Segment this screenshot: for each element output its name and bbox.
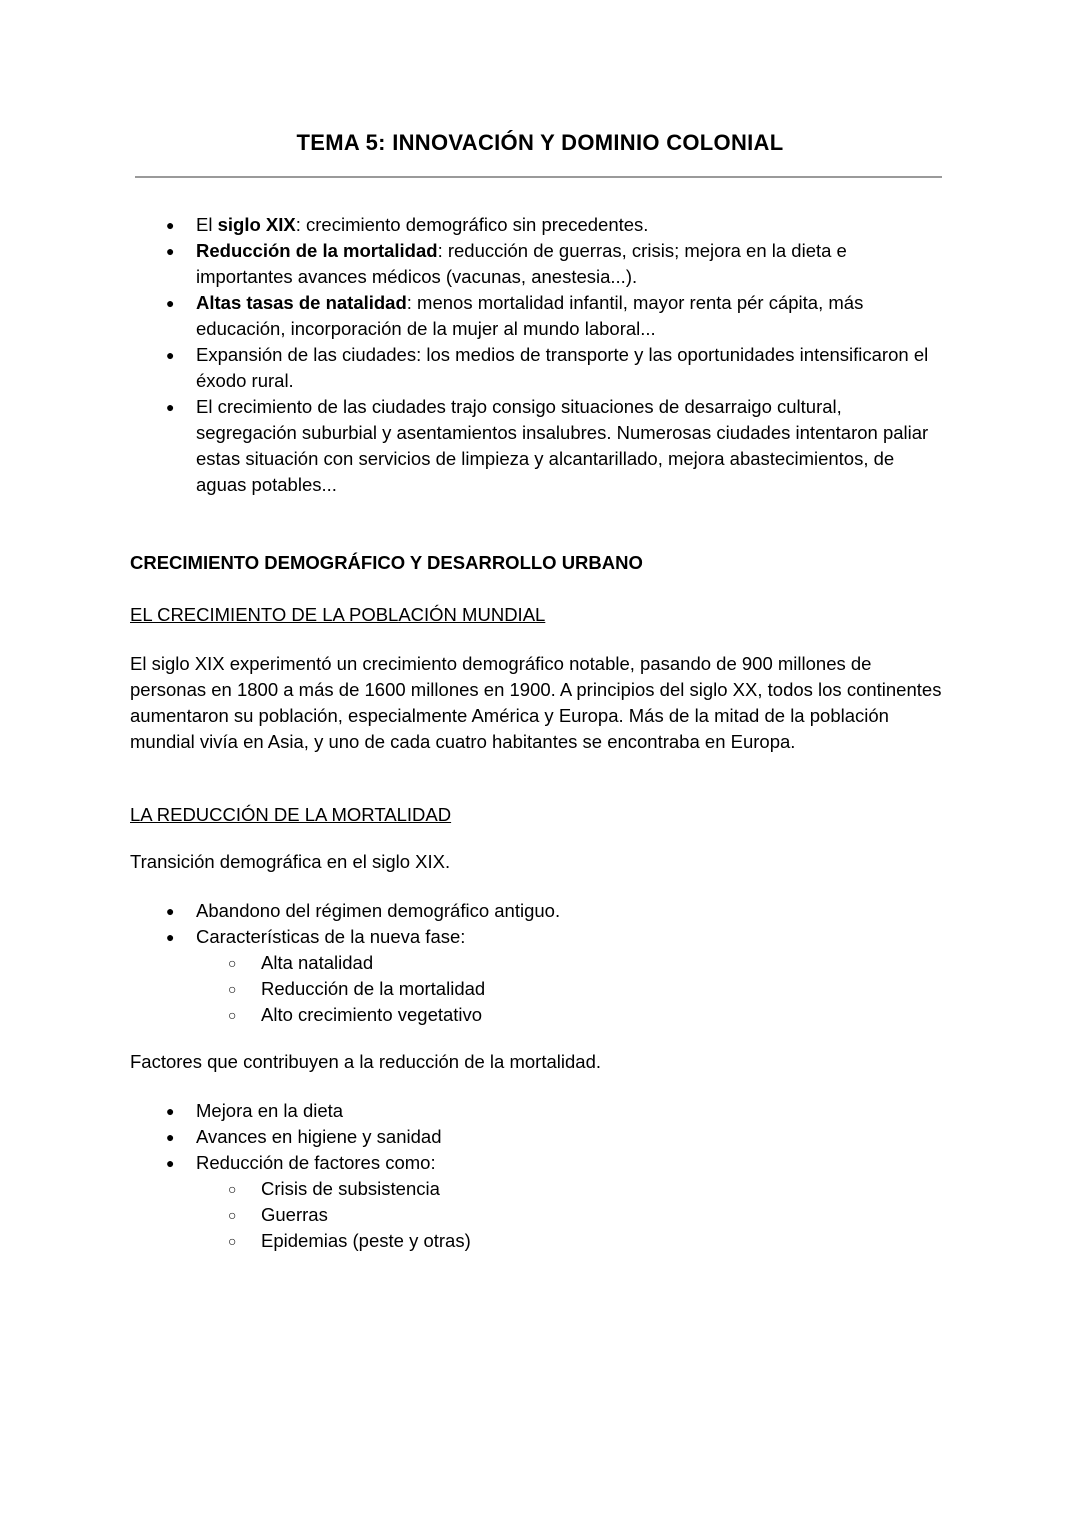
bullet-icon: ● — [166, 903, 175, 919]
item-text: Guerras — [261, 1204, 328, 1225]
transition-intro: Transición demográfica en el siglo XIX. — [130, 851, 451, 872]
sub-list-item — [130, 1176, 930, 1202]
item-text: Reducción de la mortalidad — [261, 978, 486, 999]
circle-bullet-icon: ○ — [228, 1233, 237, 1249]
item-text: Alto crecimiento vegetativo — [261, 1004, 483, 1025]
list-item — [130, 924, 930, 950]
list-item — [130, 394, 930, 498]
bullet-icon: ● — [166, 1155, 175, 1171]
factors-list — [130, 1098, 930, 1254]
item-bold: Altas tasas de natalidad — [196, 292, 407, 313]
transition-list — [130, 898, 930, 1028]
item-text: : crecimiento demográfico sin precedentes. — [295, 214, 649, 235]
sub-list-item — [130, 1228, 930, 1254]
intro-bullet-list — [130, 212, 930, 498]
list-item — [130, 1124, 930, 1150]
item-bold: Reducción de la mortalidad — [196, 240, 438, 261]
item-text: Alta natalidad — [261, 952, 374, 973]
circle-bullet-icon: ○ — [228, 955, 237, 971]
item-bold: siglo XIX — [217, 214, 296, 235]
subsection-heading-population: EL CRECIMIENTO DE LA POBLACIÓN MUNDIAL — [130, 604, 546, 625]
sub-list-item — [130, 1002, 930, 1028]
bullet-icon: ● — [166, 929, 175, 945]
list-item — [130, 238, 930, 290]
item-text: Epidemias (peste y otras) — [261, 1230, 471, 1251]
circle-bullet-icon: ○ — [228, 1207, 237, 1223]
item-text: El crecimiento de las ciudades trajo consigo situaciones de desarraigo cultural, segregación suburbial y asentamientos insalubres. Numerosas ciudades intentaron paliar estas situación con servicios de limpieza y alcantarillado, mejora abastecimientos, de aguas potables... — [196, 396, 929, 495]
item-text: El — [196, 214, 218, 235]
sub-list-item — [130, 950, 930, 976]
list-item — [130, 290, 930, 342]
section-heading: CRECIMIENTO DEMOGRÁFICO Y DESARROLLO URBANO — [130, 552, 643, 573]
circle-bullet-icon: ○ — [228, 1007, 237, 1023]
list-item — [130, 342, 930, 394]
circle-bullet-icon: ○ — [228, 1181, 237, 1197]
item-text: Expansión de las ciudades: los medios de transporte y las oportunidades intensificaron el éxodo rural. — [196, 344, 929, 391]
list-item — [130, 212, 930, 238]
bullet-icon: ● — [166, 295, 175, 311]
bullet-icon: ● — [166, 1129, 175, 1145]
item-text: Reducción de factores como: — [196, 1152, 436, 1173]
list-item — [130, 898, 930, 924]
sub-list-item — [130, 976, 930, 1002]
sub-list-item — [130, 1202, 930, 1228]
subsection-heading-mortality: LA REDUCCIÓN DE LA MORTALIDAD — [130, 804, 452, 825]
factors-intro: Factores que contribuyen a la reducción de la mortalidad. — [130, 1051, 601, 1072]
item-text: Avances en higiene y sanidad — [196, 1126, 442, 1147]
bullet-icon: ● — [166, 243, 175, 259]
list-item — [130, 1098, 930, 1124]
title-divider — [135, 176, 942, 178]
item-text: Mejora en la dieta — [196, 1100, 344, 1121]
list-item — [130, 1150, 930, 1176]
item-text: Abandono del régimen demográfico antiguo. — [196, 900, 561, 921]
bullet-icon: ● — [166, 399, 175, 415]
page-title: TEMA 5: INNOVACIÓN Y DOMINIO COLONIAL — [296, 130, 784, 155]
bullet-icon: ● — [166, 1103, 175, 1119]
bullet-icon: ● — [166, 347, 175, 363]
item-text: Características de la nueva fase: — [196, 926, 466, 947]
item-text: : reducción de guerras, crisis; mejora en la dieta e importantes avances médicos (vacunas, anestesia...). — [196, 240, 847, 287]
bullet-icon: ● — [166, 217, 175, 233]
item-text: Crisis de subsistencia — [261, 1178, 440, 1199]
population-paragraph: El siglo XIX experimentó un crecimiento demográfico notable, pasando de 900 millones de personas en 1800 a más de 1600 millones en 1900. A principios del siglo XX, todos los continentes aumentaron su población, especialmente América y Europa. Más de la mitad de la población mundial vivía en Asia, y uno de cada cuatro habitantes se encontraba en Europa. — [130, 653, 942, 752]
item-text: : menos mortalidad infantil, mayor renta pér cápita, más educación, incorporación de la mujer al mundo laboral... — [196, 292, 864, 339]
circle-bullet-icon: ○ — [228, 981, 237, 997]
